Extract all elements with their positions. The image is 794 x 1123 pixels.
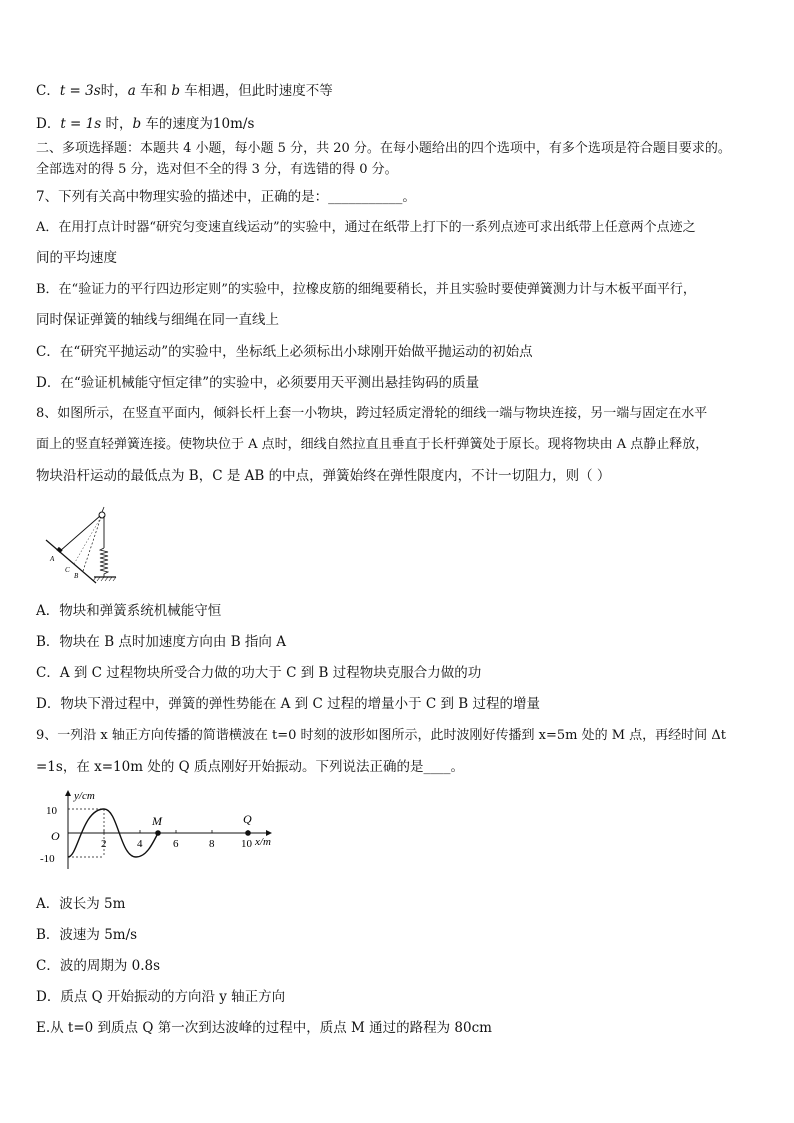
q9-option-d: D．质点 Q 开始振动的方向沿 y 轴正方向 [36, 989, 286, 1005]
q7-stem: 7、下列有关高中物理实验的描述中，正确的是：___________。 [36, 189, 416, 205]
y-axis-label: y/cm [74, 790, 95, 802]
q8-stem-line1: 8、如图所示，在竖直平面内，倾斜长杆上套一小物块，跨过轻质定滑轮的细线一端与物块连接，另一端与固定在水平 [36, 406, 708, 421]
label-a: A [50, 555, 55, 563]
section2-line1: 二、多项选择题：本题共 4 小题，每小题 5 分，共 20 分。在每小题给出的四个选项中，有多个选项是符合题目要求的。 [36, 141, 731, 156]
y-tick-10: 10 [46, 805, 57, 817]
q6-option-d: D．t = 1s 时，b 车的速度为10m/s [36, 116, 255, 132]
q9-stem-line2: =1s，在 x=10m 处的 Q 质点刚好开始振动。下列说法正确的是____。 [36, 759, 464, 775]
x-tick-4: 4 [137, 838, 143, 850]
point-q-marker [245, 830, 251, 836]
x-axis-label: x/m [255, 836, 271, 848]
q9-option-c: C．波的周期为 0.8s [36, 958, 161, 974]
q7-option-b-line2: 同时保证弹簧的轴线与细绳在同一直线上 [36, 312, 279, 328]
origin-label: O [51, 829, 60, 843]
q7-option-d: D．在“验证机械能守恒定律”的实验中，必须要用天平测出悬挂钩码的质量 [36, 375, 480, 391]
q9-wave-graph [36, 785, 286, 875]
x-tick-8: 8 [209, 838, 215, 850]
spring [100, 548, 108, 577]
x-tick-6: 6 [173, 838, 179, 850]
label-b: B [74, 572, 79, 580]
point-m-label: M [152, 814, 162, 828]
label-c: C [65, 566, 70, 574]
q8-stem-line3: 物块沿杆运动的最低点为 B，C 是 AB 的中点，弹簧始终在弹性限度内，不计一切阻力，则（ ） [36, 468, 611, 484]
q8-option-b: B．物块在 B 点时加速度方向由 B 指向 A [36, 634, 286, 650]
point-m-marker [155, 830, 161, 836]
q9-option-b: B．波速为 5m/s [36, 927, 138, 943]
y-tick-neg10: -10 [40, 853, 55, 865]
point-q-label: Q [243, 812, 252, 826]
q8-option-c: C．A 到 C 过程物块所受合力做的功大于 C 到 B 过程物块克服合力做的功 [36, 665, 482, 681]
block [56, 547, 62, 553]
q8-figure-incline-spring [40, 505, 125, 585]
q9-option-a: A．波长为 5m [36, 896, 126, 912]
q7-option-c: C．在“研究平抛运动”的实验中，坐标纸上必须标出小球刚开始做平抛运动的初始点 [36, 344, 533, 360]
x-tick-10: 10 [241, 838, 252, 850]
q7-option-b-line1: B．在“验证力的平行四边形定则”的实验中，拉橡皮筋的细绳要稍长，并且实验时要使弹簧测力计与木板平面平行， [36, 282, 696, 297]
q8-stem-line2: 面上的竖直轻弹簧连接。使物块位于 A 点时，细线自然拉直且垂直于长杆弹簧处于原长。现将物块由 A 点静止释放， [36, 437, 709, 452]
dashed-string [83, 517, 101, 571]
q6-option-c: C．t = 3s时，a 车和 b 车相遇，但此时速度不等 [36, 83, 333, 99]
q9-stem-line1: 9、一列沿 x 轴正方向传播的简谐横波在 t=0 时刻的波形如图所示，此时波刚好传播到 x=5m 处的 M 点，再经时间 Δt [36, 728, 726, 743]
x-tick-2: 2 [101, 838, 107, 850]
q7-option-a-line1: A．在用打点计时器“研究匀变速直线运动”的实验中，通过在纸带上打下的一系列点迹可求出纸带上任意两个点迹之 [36, 220, 696, 235]
q7-option-a-line2: 间的平均速度 [36, 250, 117, 266]
section2-line2: 全部选对的得 5 分，选对但不全的得 3 分，有选错的得 0 分。 [36, 162, 398, 177]
q9-option-e: E.从 t=0 到质点 Q 第一次到达波峰的过程中，质点 M 通过的路程为 80cm [36, 1020, 492, 1036]
q8-option-a: A．物块和弹簧系统机械能守恒 [36, 603, 222, 619]
string [60, 516, 100, 551]
q8-option-d: D．物块下滑过程中，弹簧的弹性势能在 A 到 C 过程的增量小于 C 到 B 过程的增量 [36, 696, 540, 712]
